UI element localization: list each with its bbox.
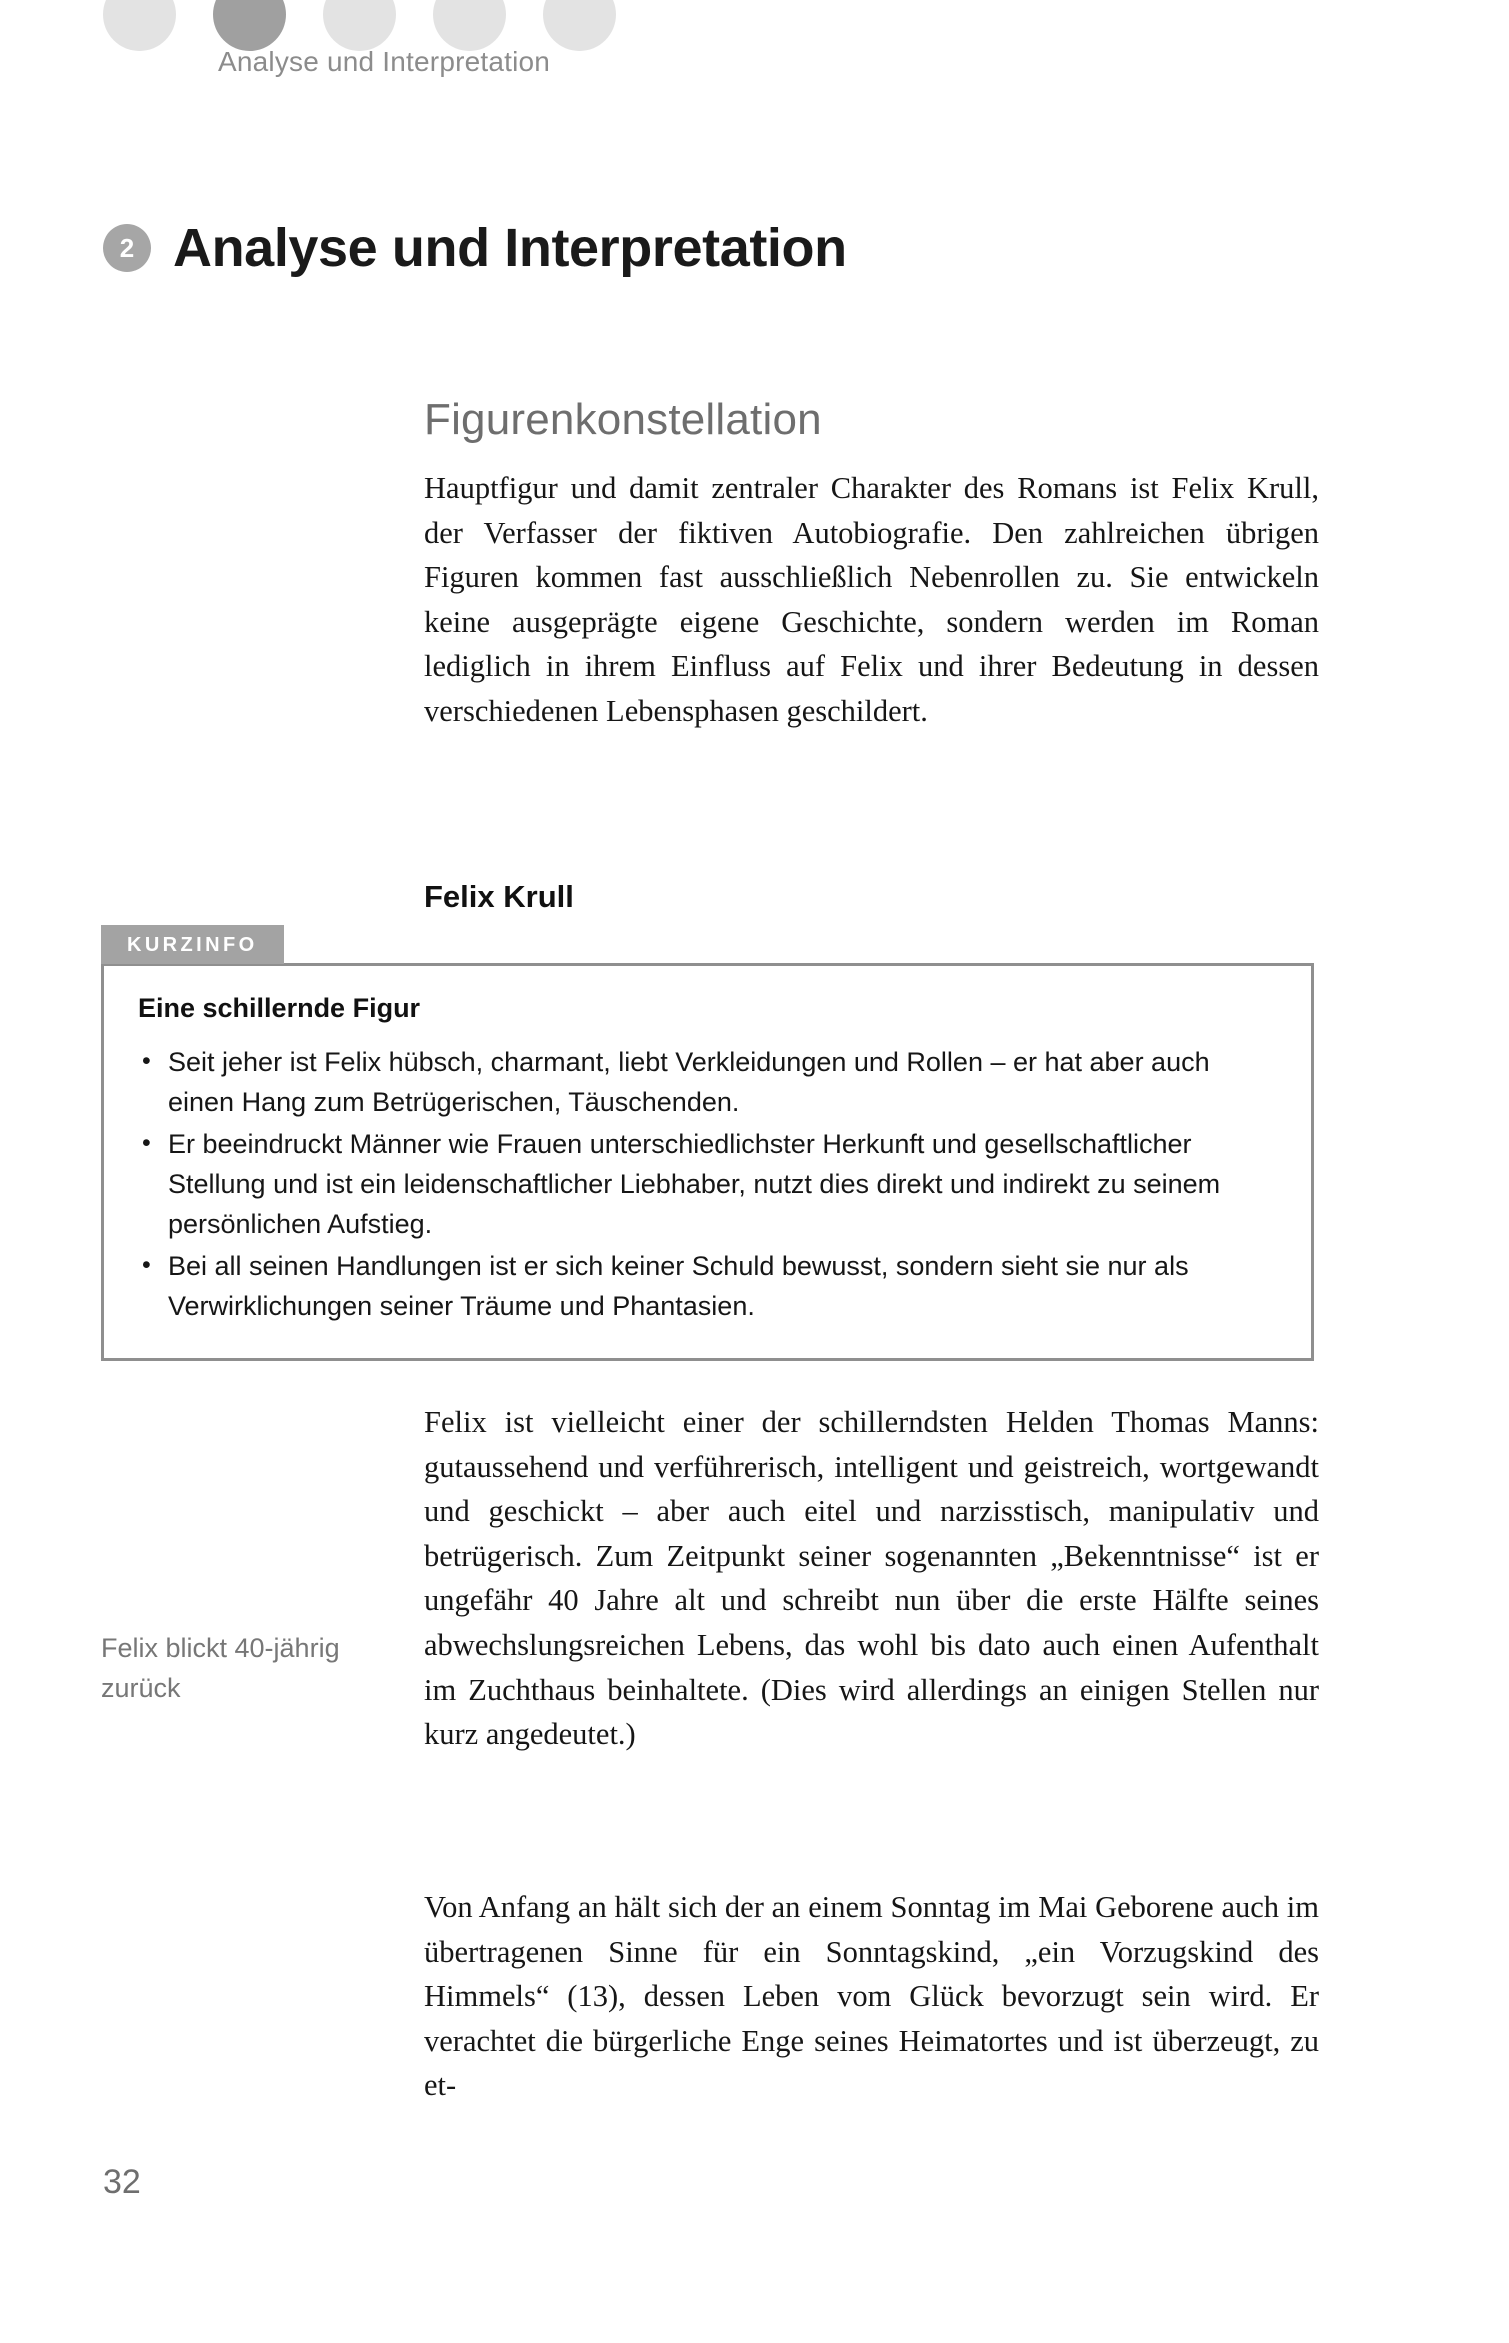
chapter-number-badge: 2	[103, 224, 151, 272]
progress-dot-1	[103, 0, 176, 51]
page-number: 32	[103, 2163, 141, 2201]
body-paragraph-3: Von Anfang an hält sich der an einem Sonntag im Mai Geborene auch im übertragenen Sinne für ein Sonntagskind, „ein Vorzugskind des Himmels“ (13), dessen Leben vom Glück bevorzugt sein wird. Er verachtet die bürgerliche Enge seines Heimatortes und ist überzeugt, zu et-	[424, 1890, 1319, 2103]
body-paragraph-2: Felix ist vielleicht einer der schillerndsten Helden Thomas Manns: gutaussehend und verführerisch, intelligent und geistreich, wortgewandt und geschickt – aber auch eitel und narzisstisch, manipulativ und betrügerisch. Zum Zeitpunkt seiner sogenannten „Bekenntnisse“ ist er ungefähr 40 Jahre alt und schreibt nun über die erste Hälfte seines abwechslungsreichen Lebens, das wohl bis dato auch einen Aufenthalt im Zuchthaus beinhaltete. (Dies wird allerdings an einigen Stellen nur kurz angedeutet.)	[424, 1405, 1319, 1752]
chapter-title-row	[103, 185, 847, 311]
progress-dot-5	[543, 0, 616, 51]
intro-paragraph: Hauptfigur und damit zentraler Charakter des Romans ist Felix Krull, der Verfasser der fiktiven Autobiografie. Den zahlreichen übrigen Figuren kommen fast ausschließlich Nebenrollen zu. Sie entwickeln keine ausgeprägte eigene Geschichte, sondern werden im Roman lediglich in ihrem Einfluss auf Felix und ihrer Bedeutung in dessen verschiedenen Lebensphasen geschildert.	[424, 471, 1319, 728]
kurzinfo-title: Eine schillernde Figur	[138, 993, 421, 1023]
kurzinfo-box	[101, 963, 1314, 1361]
kurzinfo-callout	[101, 925, 1314, 1361]
kurzinfo-bullet-list	[138, 1042, 1277, 1326]
progress-dot-4	[433, 0, 506, 51]
margin-note: Felix blickt 40-jährig zurück	[101, 1633, 340, 1703]
kurzinfo-tab-label: KURZINFO	[101, 925, 284, 964]
list-item: • Bei all seinen Handlungen ist er sich keiner Schuld bewusst, sondern sieht sie nur als Verwirklichungen seiner Träume und Phantasien.	[138, 1246, 1277, 1326]
progress-dot-3	[323, 0, 396, 51]
progress-dot-2-active	[213, 0, 286, 51]
section-heading: Figurenkonstellation	[424, 394, 822, 444]
list-item: • Er beeindruckt Männer wie Frauen unterschiedlichster Herkunft und gesellschaftlicher Stellung und ist ein leidenschaftlicher Liebhaber, nutzt dies direkt und indirekt zu seinem persönlichen Aufstieg.	[138, 1124, 1277, 1244]
running-head: Analyse und Interpretation	[218, 46, 551, 77]
page-title: Analyse und Interpretation	[173, 218, 847, 279]
chapter-progress-dots	[103, 0, 616, 51]
page-header	[0, 0, 1509, 120]
list-item: • Seit jeher ist Felix hübsch, charmant, liebt Verkleidungen und Rollen – er hat aber auch einen Hang zum Betrügerischen, Täuschenden.	[138, 1042, 1277, 1122]
subsection-heading-felix-krull: Felix Krull	[424, 879, 574, 914]
